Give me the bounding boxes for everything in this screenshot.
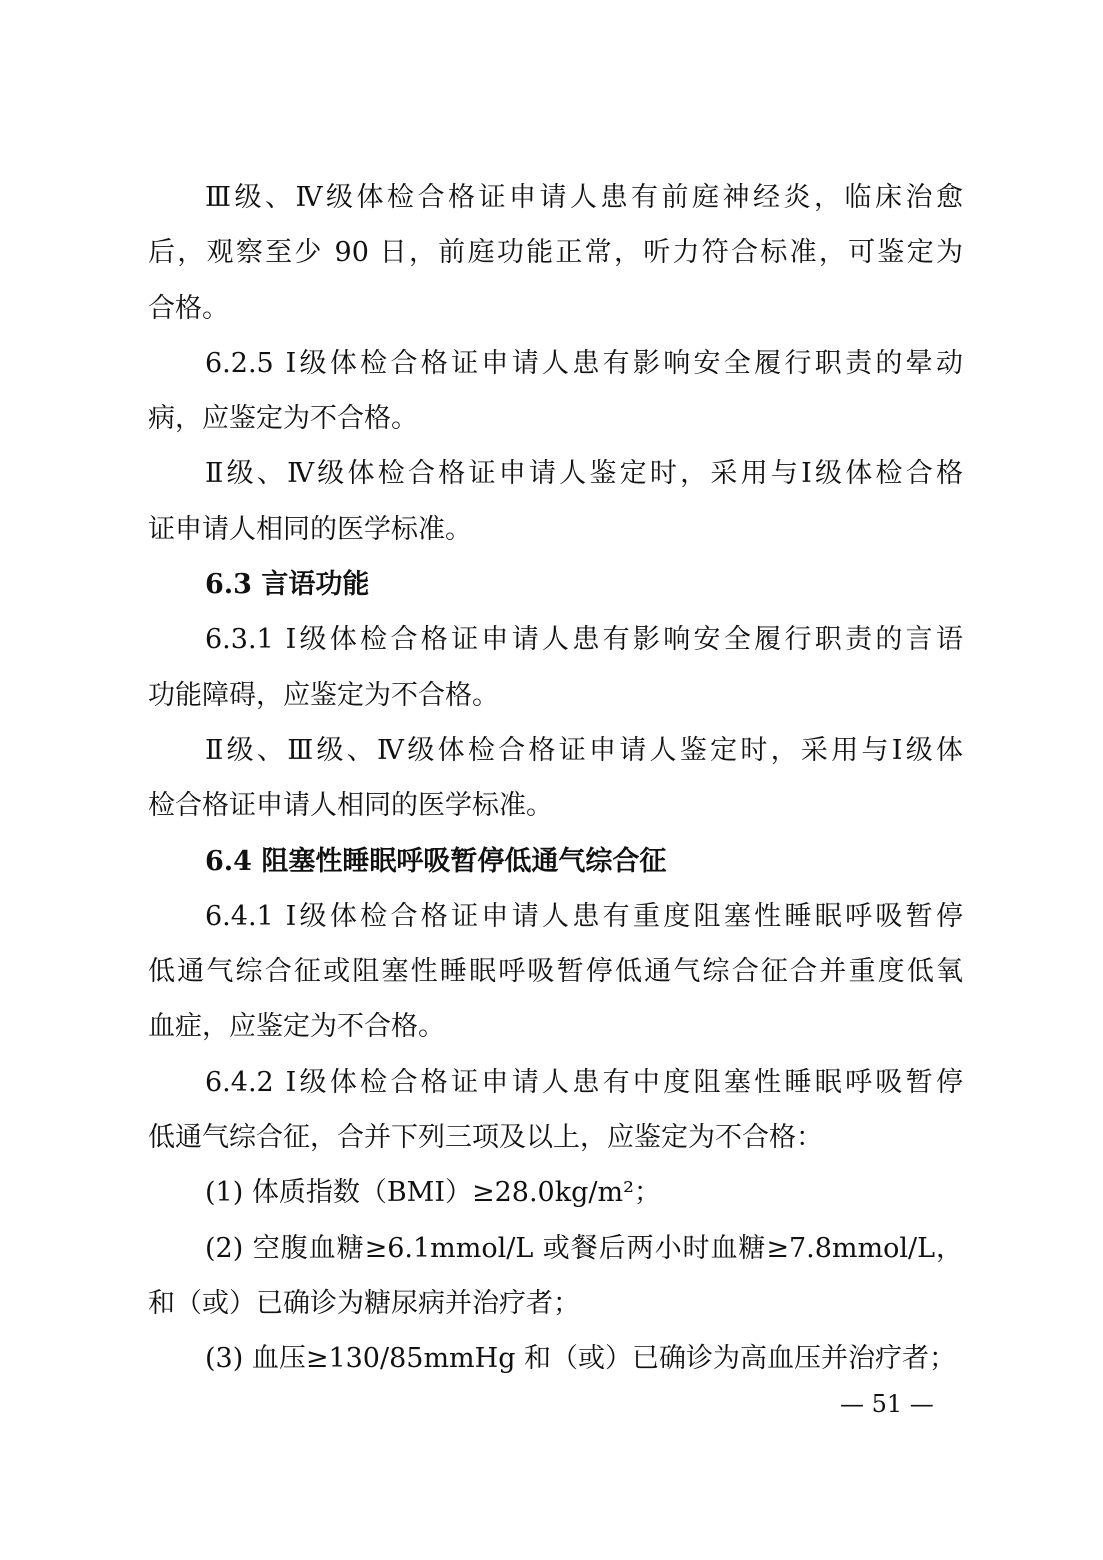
- clause-6-2-5: 6.2.5 Ⅰ级体检合格证申请人患有影响安全履行职责的晕动: [205, 347, 963, 379]
- paragraph-line: 病，应鉴定为不合格。: [148, 403, 418, 435]
- paragraph-line: 低通气综合征，合并下列三项及以上，应鉴定为不合格：: [148, 1122, 823, 1154]
- paragraph-line: 后，观察至少 90 日，前庭功能正常，听力符合标准，可鉴定为: [148, 237, 963, 269]
- clause-6-4-1: 6.4.1 Ⅰ级体检合格证申请人患有重度阻塞性睡眠呼吸暂停: [205, 900, 963, 932]
- paragraph-line: Ⅱ级、Ⅳ级体检合格证申请人鉴定时，采用与Ⅰ级体检合格: [205, 458, 963, 490]
- paragraph-line: 低通气综合征或阻塞性睡眠呼吸暂停低通气综合征合并重度低氧: [148, 956, 963, 988]
- page-number: — 51 —: [840, 1390, 934, 1418]
- section-heading-6-3: 6.3 言语功能: [205, 569, 370, 601]
- list-item-2: (2) 空腹血糖≥6.1mmol/L 或餐后两小时血糖≥7.8mmol/L，: [205, 1232, 963, 1264]
- paragraph-line: 和（或）已确诊为糖尿病并治疗者；: [148, 1287, 580, 1319]
- clause-6-3-1: 6.3.1 Ⅰ级体检合格证申请人患有影响安全履行职责的言语: [205, 624, 963, 656]
- paragraph-line: Ⅱ级、Ⅲ级、Ⅳ级体检合格证申请人鉴定时，采用与Ⅰ级体: [205, 734, 963, 766]
- list-item-1: (1) 体质指数（BMI）≥28.0kg/m²；: [205, 1177, 661, 1209]
- paragraph-line: 证申请人相同的医学标准。: [148, 513, 472, 545]
- paragraph-line: 功能障碍，应鉴定为不合格。: [148, 679, 499, 711]
- paragraph-line: Ⅲ级、Ⅳ级体检合格证申请人患有前庭神经炎，临床治愈: [205, 182, 963, 213]
- paragraph-line: 合格。: [148, 292, 229, 324]
- section-heading-6-4: 6.4 阻塞性睡眠呼吸暂停低通气综合征: [205, 845, 667, 877]
- clause-6-4-2: 6.4.2 Ⅰ级体检合格证申请人患有中度阻塞性睡眠呼吸暂停: [205, 1066, 963, 1098]
- paragraph-line: 血症，应鉴定为不合格。: [148, 1011, 445, 1043]
- document-body: [148, 170, 963, 1387]
- list-item-3: (3) 血压≥130/85mmHg 和（或）已确诊为高血压并治疗者；: [205, 1343, 957, 1375]
- paragraph-line: 检合格证申请人相同的医学标准。: [148, 790, 553, 822]
